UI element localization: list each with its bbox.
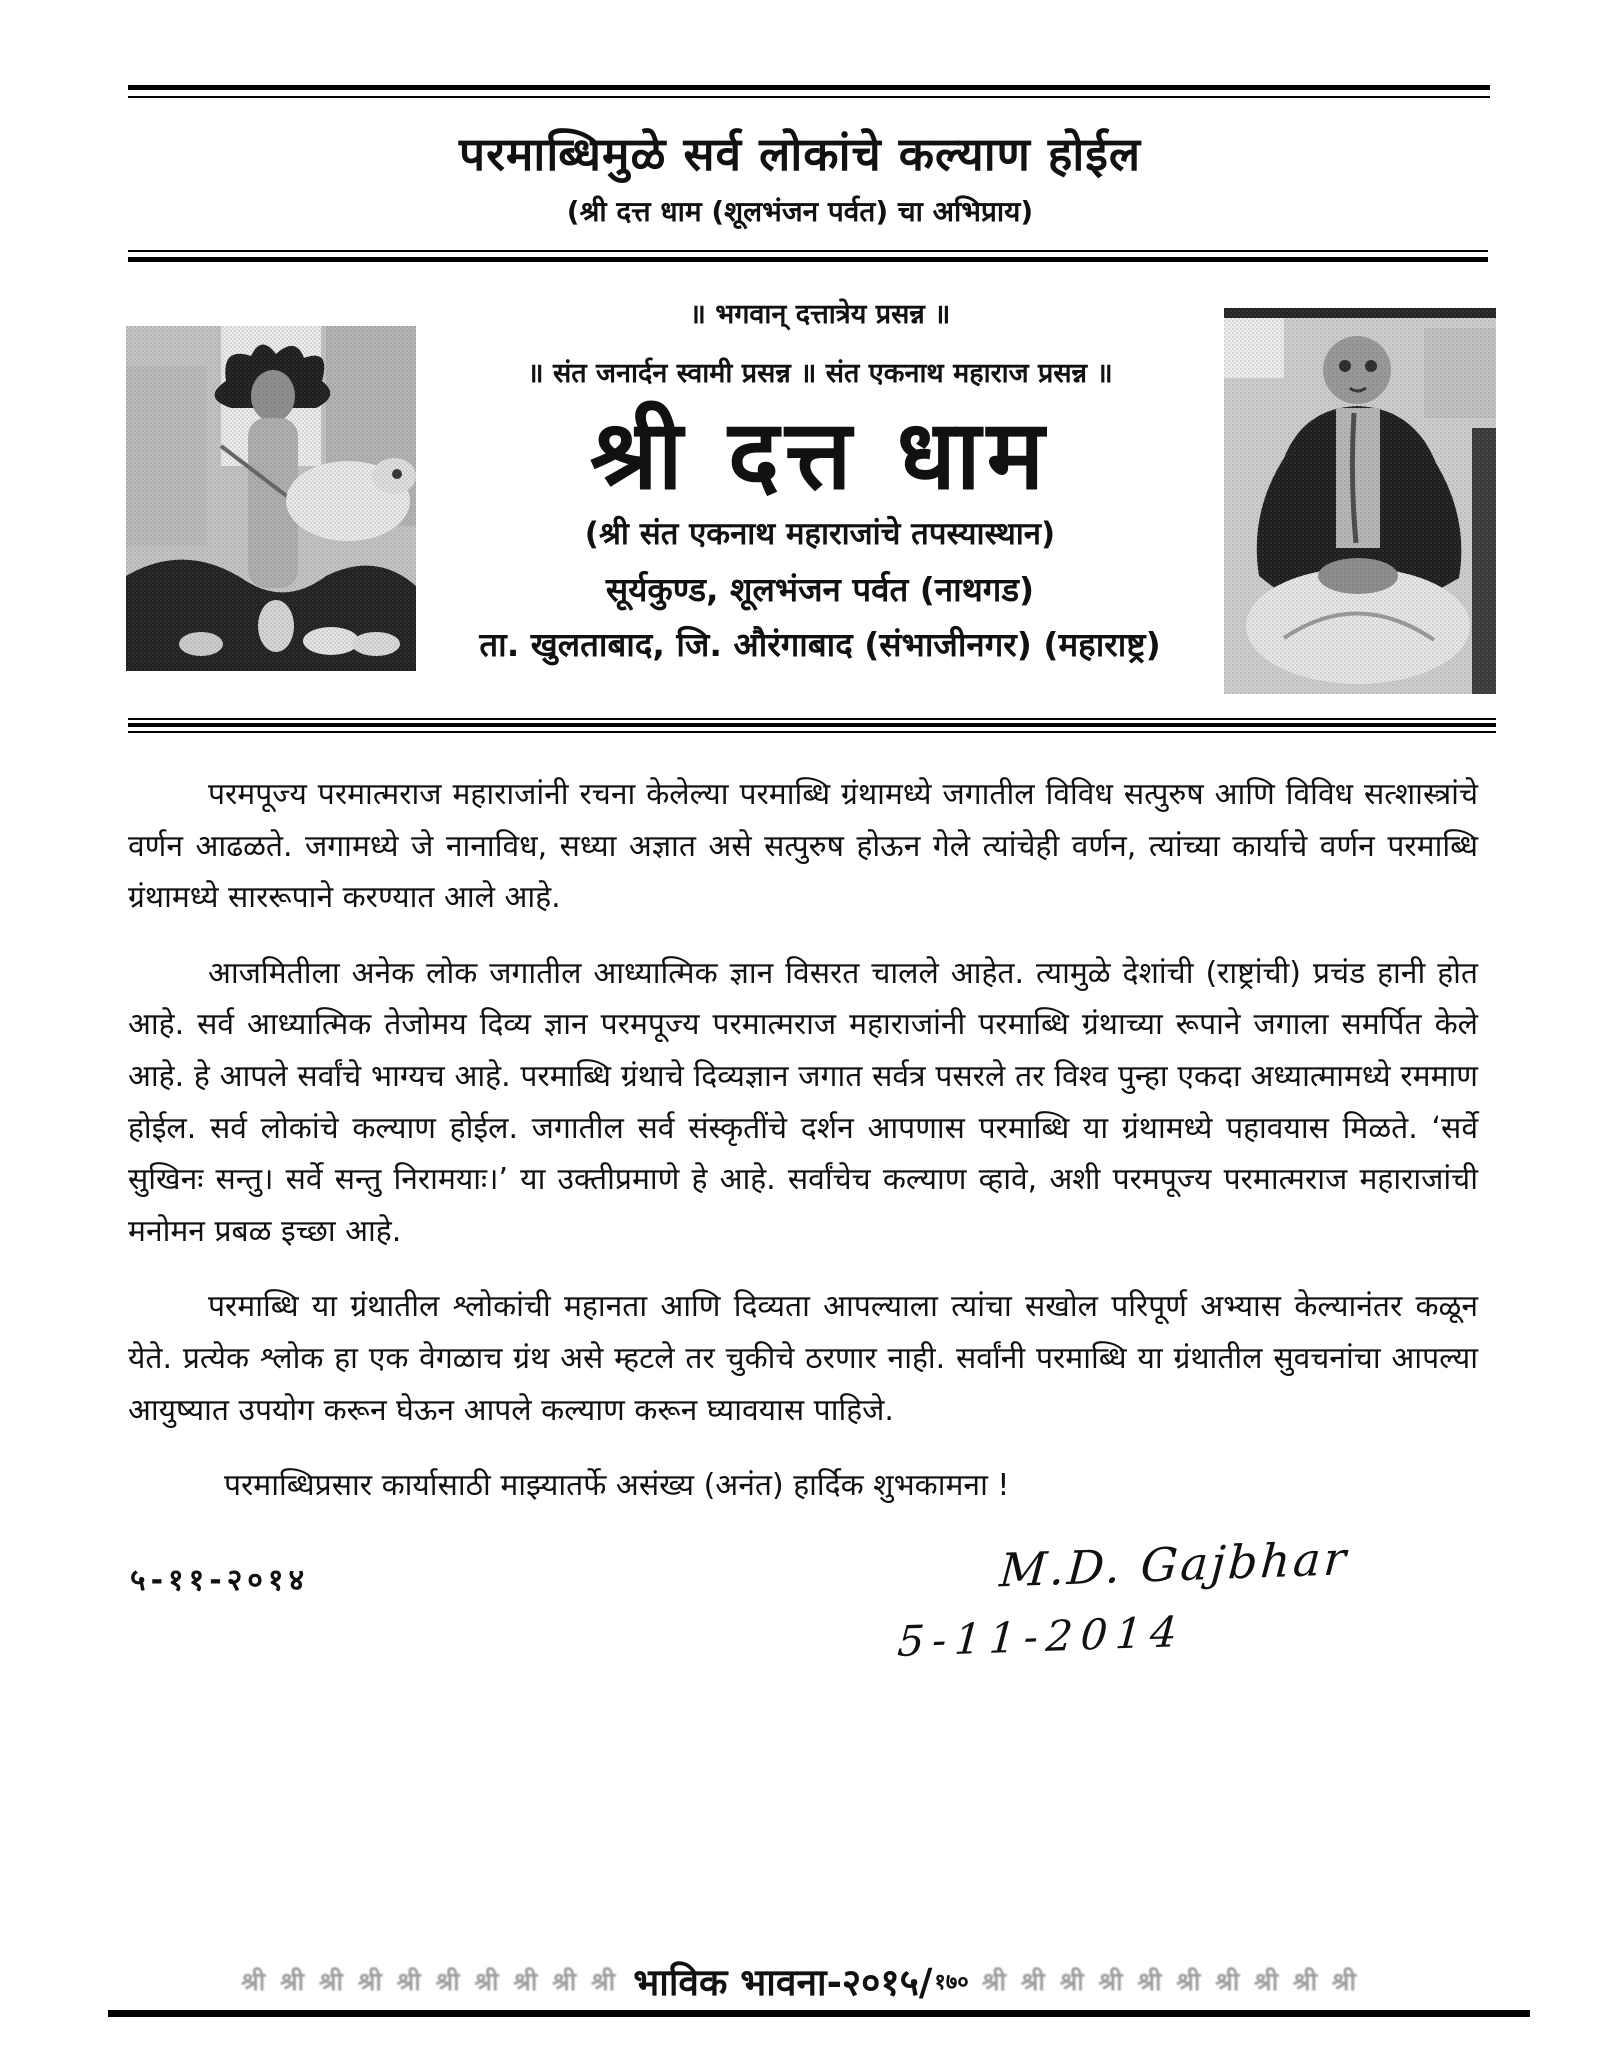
signature-row	[130, 1530, 1351, 1666]
footer-title: भाविक भावना-२०१५/	[633, 1961, 933, 2004]
handwritten-signature-name: M.D. Gajbhar	[997, 1530, 1351, 1598]
body-paragraph-2: आजमितीला अनेक लोक जगातील आध्यात्मिक ज्ञान विसरत चालले आहेत. त्यामुळे देशांची (राष्ट्रांची) प्रचंड हानी होत आहे. सर्व आध्यात्मिक तेजोमय दिव्य ज्ञान परमपूज्य परमात्मराज महाराजांनी परमाब्धि ग्रंथाच्या रूपाने जगाला समर्पित केले आहे. हे आपले सर्वांचे भाग्यच आहे. परमाब्धि ग्रंथाचे दिव्यज्ञान जगात सर्वत्र पसरले तर विश्व पुन्हा एकदा अध्यात्मामध्ये रममाण होईल. सर्व लोकांचे कल्याण होईल. जगातील सर्व संस्कृतींचे दर्शन आपणास परमाब्धि या ग्रंथामध्ये पहावयास मिळते. ‘सर्वे सुखिनः सन्तु। सर्वे सन्तु निरामयाः।’ या उक्तीप्रमाणे हे आहे. सर्वांचेच कल्याण व्हावे, अशी परमपूज्य परमात्मराज महाराजांची मनोमन प्रबळ इच्छा आहे.	[128, 955, 1478, 1249]
dattatreya-with-cow-photo-icon	[126, 326, 416, 671]
subtitle-divider-rule	[128, 250, 1488, 262]
body-paragraph-3: परमाब्धि या ग्रंथातील श्लोकांची महानता आणि दिव्यता आपल्याला त्यांचा सखोल परिपूर्ण अभ्यास केल्यानंतर कळून येते. प्रत्येक श्लोक हा एक वेगळाच ग्रंथ असे म्हटले तर चुकीचे ठरणार नाही. सर्वांनी परमाब्धि या ग्रंथातील सुवचनांचा आपल्या आयुष्यात उपयोग करून घेऊन आपले कल्याण करून घ्यावयास पाहिजे.	[128, 1289, 1478, 1428]
body-paragraph-1: परमपूज्य परमात्मराज महाराजांनी रचना केलेल्या परमाब्धि ग्रंथामध्ये जगातील विविध सत्पुरुष आणि विविध सत्शास्त्रांचे वर्णन आढळते. जगामध्ये जे नानाविध, सध्या अज्ञात असे सत्पुरुष होऊन गेले त्यांचेही वर्णन, त्यांच्या कार्याचे वर्णन परमाब्धि ग्रंथामध्ये साररूपाने करण्यात आले आहे.	[128, 777, 1478, 916]
footer-line	[0, 1955, 1600, 2006]
invocation-line-2: ॥ संत जनार्दन स्वामी प्रसन्न ॥ संत एकनाथ महाराज प्रसन्न ॥	[527, 358, 1113, 389]
handwritten-signature-date: 5-11-2014	[895, 1606, 1187, 1666]
main-title: श्री दत्त धाम	[589, 399, 1051, 511]
footer-ornament-left: श्री श्री श्री श्री श्री श्री श्री श्री श्री श्री	[241, 1966, 619, 1996]
letterhead-center	[416, 282, 1224, 666]
eknath-maharaj-portrait-photo-icon	[1224, 308, 1496, 694]
letterhead-bottom-rule	[128, 718, 1496, 733]
letterhead	[126, 262, 1496, 694]
signature-block	[728, 1531, 1352, 1672]
location-line-2: ता. खुलताबाद, जि. औरंगाबाद (संभाजीनगर) (महाराष्ट्र)	[479, 625, 1161, 665]
footer-page-number: १७०	[934, 1969, 969, 1995]
letter-body	[128, 769, 1478, 1512]
top-double-rule	[128, 85, 1490, 98]
footer-ornament-right: श्री श्री श्री श्री श्री श्री श्री श्री श्री श्री	[981, 1966, 1359, 1996]
tagline: (श्री संत एकनाथ महाराजांचे तपस्यास्थान)	[584, 516, 1056, 553]
location-line-1: सूर्यकुण्ड, शूलभंजन पर्वत (नाथगड)	[605, 570, 1035, 610]
page-title: परमाब्धिमुळे सर्व लोकांचे कल्याण होईल	[458, 127, 1142, 181]
body-paragraph-wishes: परमाब्धिप्रसार कार्यासाठी माझ्यातर्फे असंख्य (अनंत) हार्दिक शुभकामना !	[224, 1468, 1010, 1504]
date-devanagari: ५-११-२०१४	[130, 1562, 310, 1598]
page-footer	[0, 1955, 1600, 2017]
page-subtitle: (श्री दत्त धाम (शूलभंजन पर्वत) चा अभिप्राय)	[566, 195, 1034, 228]
eknath-portrait-illustration	[1224, 308, 1496, 694]
bottom-rule	[108, 2010, 1530, 2017]
dattatreya-photo-illustration	[126, 326, 416, 671]
invocation-line-1: ॥ भगवान् दत्तात्रेय प्रसन्न ॥	[689, 299, 951, 330]
